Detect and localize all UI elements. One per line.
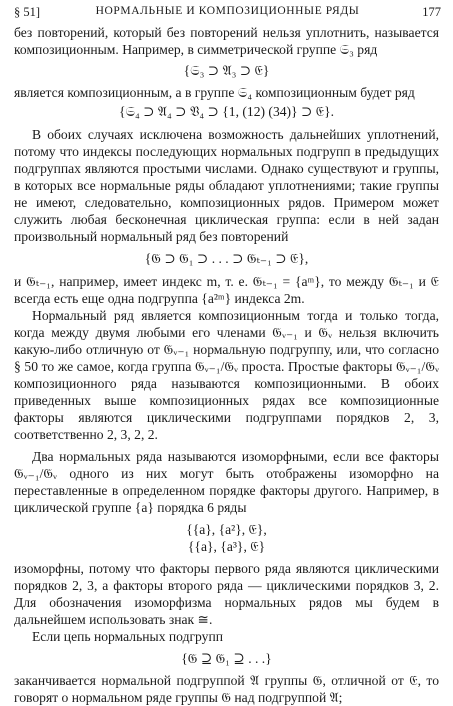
running-header [14, 5, 441, 21]
paragraph-composition-series: без повторений, который без повторений нельзя уплотнить, называется композиционным. Например, в симметрической группе 𝔖₃ ряд [14, 25, 439, 57]
paragraph-series-over-subgroup: заканчивается нормальной подгруппой 𝔄 группы 𝔊, отличной от 𝔈, то говорят о нормальном ряде группы 𝔊 над подгруппой 𝔄; [14, 673, 439, 705]
running-title: НОРМАЛЬНЫЕ И КОМПОЗИЦИОННЫЕ РЯДЫ [95, 5, 360, 17]
formula-series-2: {{a}, {a³}, 𝔈} [187, 539, 266, 554]
paragraph-simple-factors: Нормальный ряд является композиционным тогда и только тогда, когда между двумя любыми его членами 𝔊ᵥ₋₁ и 𝔊ᵥ нельзя включить какую-либо отличную от 𝔊ᵥ₋₁ нормальную подгруппу, или, что согласно § 50 то же самое, когда группа 𝔊ᵥ₋₁/𝔊ᵥ проста. Простые факторы 𝔊ᵥ₋₁/𝔊ᵥ композиционного ряда называются композиционными. В обоих приведенных выше композиционных рядах все композиционные факторы являются циклическими подгруппами порядков 2, 3, соответственно 2, 3, 2, 2. [14, 308, 439, 442]
paragraph-refinements: В обоих случаях исключена возможность дальнейших уплотнений, потому что индексы последующих нормальных подгрупп в предыдущих подгруппах являются простыми числами. Однако существуют и группы, в которых все нормальные ряды обладают уплотнениями; такие группы не имеют, следовательно, композиционных рядов. Примером может служить любая бесконечная циклическая группа: если в ней задан произвольный нормальный ряд без повторений [14, 127, 439, 244]
formula-infinite-cyclic-series: {𝔊 ⊃ 𝔊₁ ⊃ . . . ⊃ 𝔊ₜ₋₁ ⊃ 𝔈}, [144, 251, 309, 266]
paragraph-s4-intro: является композиционным, а в группе 𝔖₄ композиционным будет ряд [14, 85, 415, 100]
formula-series-1: {{a}, {a²}, 𝔈}, [186, 522, 267, 537]
paragraph-isomorphic-series: Два нормальных ряда называются изоморфными, если все факторы 𝔊ᵥ₋₁/𝔊ᵥ одного из них могут быть отображены изоморфно на переставленные в определенном порядке факторы другого. Например, в циклической группе {a} порядка 6 ряды [14, 449, 439, 515]
paragraph-normal-chain-intro: Если цепь нормальных подгрупп [32, 629, 224, 644]
section-number: § 51] [14, 5, 41, 19]
formula-normal-chain: {𝔊 ⊇ 𝔊₁ ⊇ . . .} [181, 651, 272, 666]
formula-s3-series: {𝔖₃ ⊃ 𝔄₃ ⊃ 𝔈} [183, 63, 270, 78]
paragraph-index-example: и 𝔊ₜ₋₁, например, имеет индекс m, т. е. 𝔊ₜ₋₁ = {aᵐ}, то между 𝔊ₜ₋₁ и 𝔈 всегда есть еще одна подгруппа {a²ᵐ} индекса 2m. [14, 274, 439, 306]
page-body [14, 24, 439, 706]
page-number: 177 [422, 5, 441, 19]
formula-s4-series: {𝔖₄ ⊃ 𝔄₄ ⊃ 𝔙₄ ⊃ {1, (12) (34)} ⊃ 𝔈}. [118, 104, 335, 119]
paragraph-isomorphism-sign: изоморфны, потому что факторы первого ряда являются циклическими порядков 2, 3, а факторы второго ряда — циклическими порядков 3, 2. Для обозначения изоморфизма нормальных рядов мы будем в дальнейшем использовать знак ≅. [14, 561, 439, 627]
